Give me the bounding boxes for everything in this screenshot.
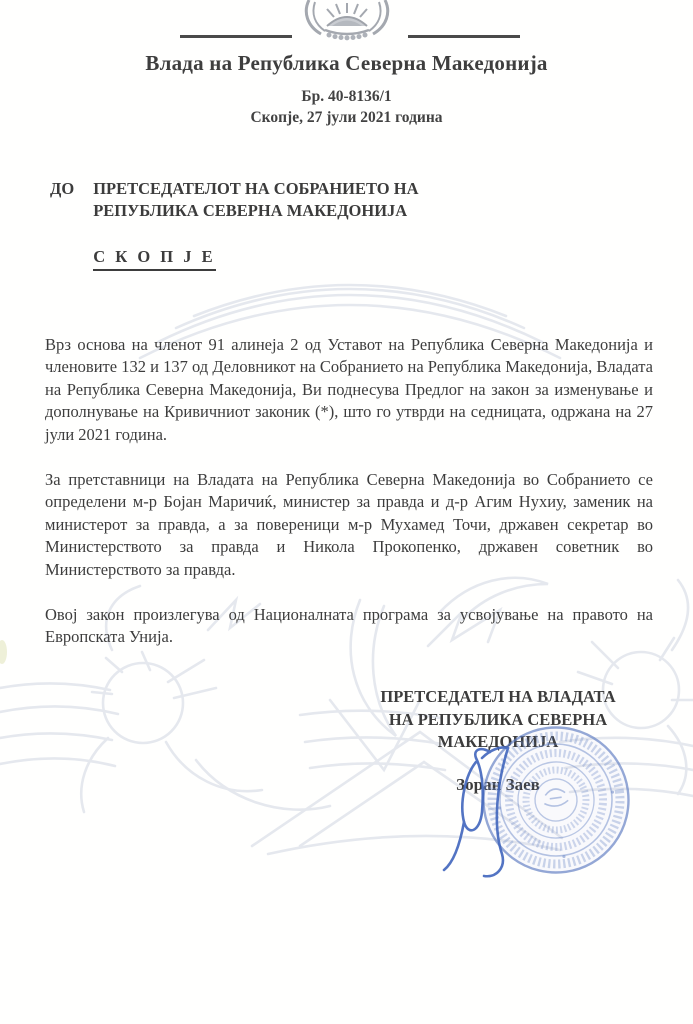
paragraph-eu-programme: Овој закон произлегува од Националната програма за усвојување на правото на Европската Унија.: [45, 605, 653, 647]
recipient-line-1: ПРЕТСЕДАТЕЛОТ НА СОБРАНИЕТО НА: [93, 179, 419, 198]
handwritten-signature: [430, 728, 570, 888]
doc-number: Бр. 40-8136/1: [301, 88, 392, 105]
org-title: Влада на Република Северна Македонија: [145, 51, 548, 75]
header-rule-left: [180, 35, 292, 38]
signatory-name: Зоран Заев: [456, 774, 540, 794]
recipient-address: [93, 178, 418, 271]
header-rule-right: [408, 35, 520, 38]
place-date: Скопје, 27 јули 2021 година: [250, 109, 443, 126]
recipient-city: С К О П Ј Е: [93, 246, 215, 271]
signatory-title-line-2: НА РЕПУБЛИКА СЕВЕРНА: [388, 709, 608, 729]
recipient-block: [50, 178, 419, 271]
paragraph-representatives: За претставници на Владата на Република Северна Македонија во Собранието се определени м-р Бојан Маричиќ, министер за правда и д-р Агим Нухиу, заменик на министерот за правда, а за повереници м-р Мухамед Точи, државен секретар во Министерството за правда и Никола Прокопенко, државен советник во Министерството за правда.: [45, 470, 653, 579]
signatory-title-line-3: МАКЕДОНИЈА: [437, 732, 559, 751]
recipient-line-2: РЕПУБЛИКА СЕВЕРНА МАКЕДОНИЈА: [93, 201, 408, 220]
recipient-to-label: ДО: [50, 179, 75, 198]
signatory-title-line-1: ПРЕТСЕДАТЕЛ НА ВЛАДАТА: [380, 687, 616, 706]
letter-body: [45, 334, 653, 672]
coat-of-arms-emblem: [299, 0, 395, 42]
paragraph-legal-basis: Врз основа на членот 91 алинеја 2 од Уставот на Република Северна Македонија и членовите 132 и 137 од Деловникот на Собранието на Република Македонија, Владата на Република Северна Македонија, Ви поднесува Предлог на закон за изменување и дополнување на Кривичниот законик (*), што го утврди на седницата, одржана на 27 јули 2021 година.: [45, 335, 653, 444]
